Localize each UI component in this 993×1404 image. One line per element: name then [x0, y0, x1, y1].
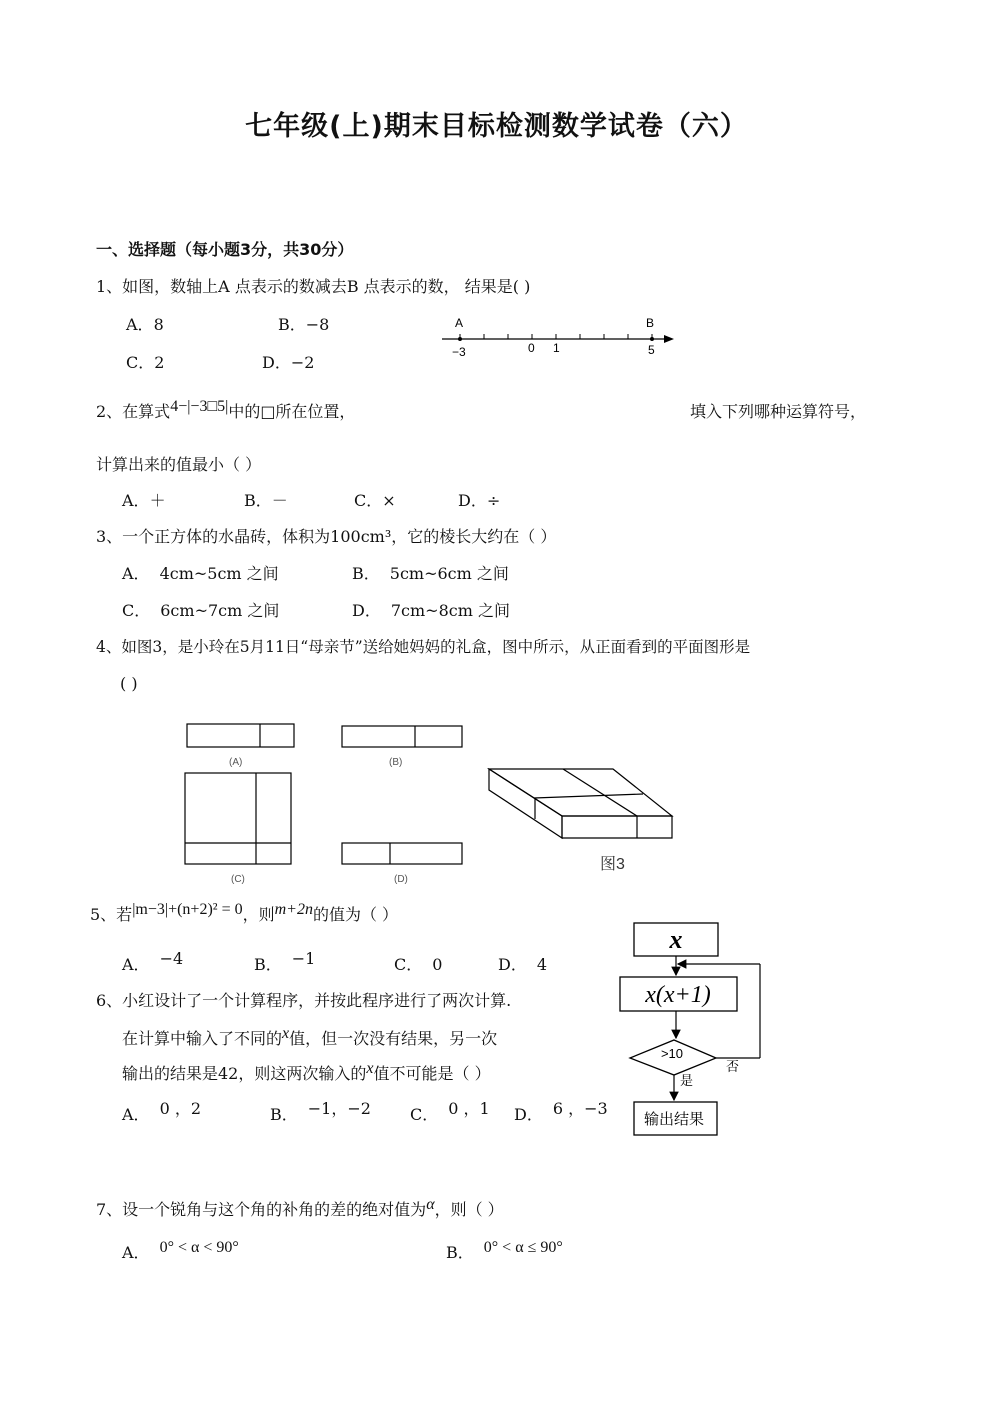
question-4-text: 4、如图3，是小玲在5月11日“母亲节”送给她妈妈的礼盒，图中所示，从正面看到的平面图形是	[96, 638, 751, 656]
option-value: －	[271, 491, 288, 510]
figure-option-b-label: (B)	[389, 757, 403, 768]
figure-caption: 图3	[600, 856, 625, 873]
q6-option-a[interactable]	[122, 1099, 202, 1125]
option-label: D．	[352, 601, 381, 620]
option-label: A．	[122, 1243, 150, 1262]
question-7-text	[96, 1197, 504, 1220]
q7-option-a[interactable]	[122, 1240, 239, 1263]
gift-box-3d	[489, 769, 672, 838]
question-2-text	[96, 399, 355, 422]
tick-label: 5	[648, 343, 655, 357]
option-label: C．	[410, 1105, 439, 1124]
option-value: ＋	[149, 491, 166, 510]
q6-line3a: 输出的结果是42，则这两次输入的	[122, 1064, 367, 1083]
question-6-line1: 6、小红设计了一个计算程序，并按此程序进行了两次计算.	[96, 991, 512, 1010]
option-value: −1	[291, 949, 316, 968]
point-a-label: A	[455, 316, 464, 330]
q7-var: α	[426, 1196, 435, 1213]
tick-label: 1	[553, 341, 560, 355]
option-label: C．	[126, 353, 155, 372]
q7-text-b: ，则（ ）	[434, 1200, 504, 1219]
option-label: B．	[352, 564, 380, 583]
option-label: D．	[458, 491, 487, 510]
q2-option-a[interactable]	[122, 488, 166, 511]
q7-text-a: 7、设一个锐角与这个角的补角的差的绝对值为	[96, 1200, 427, 1219]
option-value: 4cm~5cm 之间	[159, 564, 279, 583]
flowchart-output-label: 输出结果	[643, 1111, 705, 1128]
figure-option-c-label: (C)	[231, 874, 245, 885]
q2-middle: 中的□所在位置，	[228, 402, 356, 421]
page-title: 七年级(上)期末目标检测数学试卷（六）	[245, 111, 748, 142]
q6-line2a: 在计算中输入了不同的	[122, 1029, 283, 1048]
figure-option-a-label: (A)	[229, 757, 243, 768]
option-value: 0 ，1	[448, 1099, 490, 1118]
option-value: 4	[536, 955, 548, 974]
option-label: A．	[122, 564, 150, 583]
option-value: 2	[154, 353, 165, 372]
flowchart-figure	[610, 918, 780, 1140]
option-value: −1，−2	[307, 1099, 371, 1118]
question-6-line2	[122, 1026, 497, 1049]
option-value: 7cm~8cm 之间	[390, 601, 510, 620]
flowchart-formula: x(x+1)	[645, 982, 711, 1008]
option-label: D．	[498, 955, 527, 974]
option-label: B．	[244, 491, 272, 510]
q4-paren: ( )	[120, 674, 138, 693]
option-value: 0 ，2	[159, 1099, 202, 1118]
flowchart-condition: >10	[660, 1046, 684, 1061]
q2-prefix: 2、在算式	[96, 402, 171, 421]
q5-option-a[interactable]	[122, 949, 184, 975]
q3-option-d[interactable]	[352, 598, 510, 621]
q6-var: x	[282, 1025, 290, 1042]
option-label: B．	[446, 1243, 474, 1262]
q3-option-c[interactable]	[122, 598, 279, 621]
q5-expression: |m−3|+(n+2)² = 0	[132, 901, 243, 918]
q1-option-b[interactable]	[278, 312, 329, 335]
q5-middle: ，则	[242, 905, 275, 924]
q7-option-b[interactable]	[446, 1240, 563, 1263]
q5-option-b[interactable]	[254, 949, 316, 975]
q5-suffix: 的值为（ ）	[312, 905, 399, 924]
q6-var-2: x	[366, 1060, 374, 1077]
option-value: 8	[153, 315, 164, 334]
option-value: ÷	[486, 491, 501, 510]
q2-line2: 计算出来的值最小（ ）	[96, 455, 262, 474]
flowchart-yes-label: 是	[680, 1073, 694, 1088]
question-6-line3	[122, 1061, 491, 1084]
option-label: C．	[122, 601, 151, 620]
question-5-text	[90, 902, 398, 925]
option-label: A．	[122, 955, 150, 974]
option-value: 6 ，−3	[552, 1099, 608, 1118]
option-label: C．	[394, 955, 423, 974]
gift-box-figure	[176, 712, 680, 888]
option-label: D．	[262, 353, 291, 372]
q6-option-d[interactable]	[514, 1099, 608, 1125]
tick-label: −3	[452, 345, 466, 359]
q1-option-c[interactable]	[126, 350, 164, 373]
q5-expression-2: m+2n	[274, 901, 313, 918]
option-label: C．	[354, 491, 383, 510]
question-3-text: 3、一个正方体的水晶砖，体积为100cm³，它的棱长大约在（ ）	[96, 527, 557, 546]
q3-option-b[interactable]	[352, 561, 509, 584]
option-value: −4	[159, 949, 184, 968]
option-value: ×	[382, 491, 396, 510]
flowchart-input-label: x	[669, 925, 683, 954]
q5-prefix: 5、若	[90, 905, 133, 924]
option-label: A．	[126, 315, 154, 334]
q2-option-c[interactable]	[354, 488, 396, 511]
number-line-figure	[436, 312, 686, 364]
q3-option-a[interactable]	[122, 561, 279, 584]
q6-option-c[interactable]	[410, 1099, 490, 1125]
option-value: 0° < α ≤ 90°	[483, 1239, 563, 1256]
tick-label: 0	[528, 341, 535, 355]
section-heading: 一、选择题（每小题3分，共30分）	[96, 240, 354, 259]
q2-option-d[interactable]	[458, 488, 500, 511]
q2-suffix: 填入下列哪种运算符号，	[690, 402, 867, 421]
option-value: 6cm~7cm 之间	[160, 601, 280, 620]
option-value: 0	[432, 955, 443, 974]
option-label: B．	[254, 955, 282, 974]
q6-line3b: 值不可能是（ ）	[373, 1064, 491, 1083]
q2-expression: 4−|−3□5|	[170, 398, 229, 415]
q5-option-c[interactable]	[394, 952, 442, 975]
q1-option-d[interactable]	[262, 350, 314, 373]
option-label: B．	[270, 1105, 298, 1124]
option-label: A．	[122, 491, 150, 510]
option-value: −2	[290, 353, 315, 372]
option-value: −8	[305, 315, 330, 334]
q2-option-b[interactable]	[244, 488, 288, 511]
q6-option-b[interactable]	[270, 1099, 371, 1125]
option-label: B．	[278, 315, 306, 334]
option-label: A．	[122, 1105, 150, 1124]
option-value: 5cm~6cm 之间	[389, 564, 509, 583]
flowchart-no-label: 否	[726, 1059, 740, 1074]
q1-option-a[interactable]	[126, 312, 164, 335]
q6-line2b: 值，但一次没有结果，另一次	[289, 1029, 498, 1048]
point-b-label: B	[646, 316, 655, 330]
question-1-text: 1、如图，数轴上A 点表示的数减去B 点表示的数， 结果是( )	[96, 277, 531, 296]
figure-option-d-label: (D)	[394, 874, 408, 885]
option-label: D．	[514, 1105, 543, 1124]
option-value: 0° < α < 90°	[159, 1239, 239, 1256]
q5-option-d[interactable]	[498, 952, 547, 975]
